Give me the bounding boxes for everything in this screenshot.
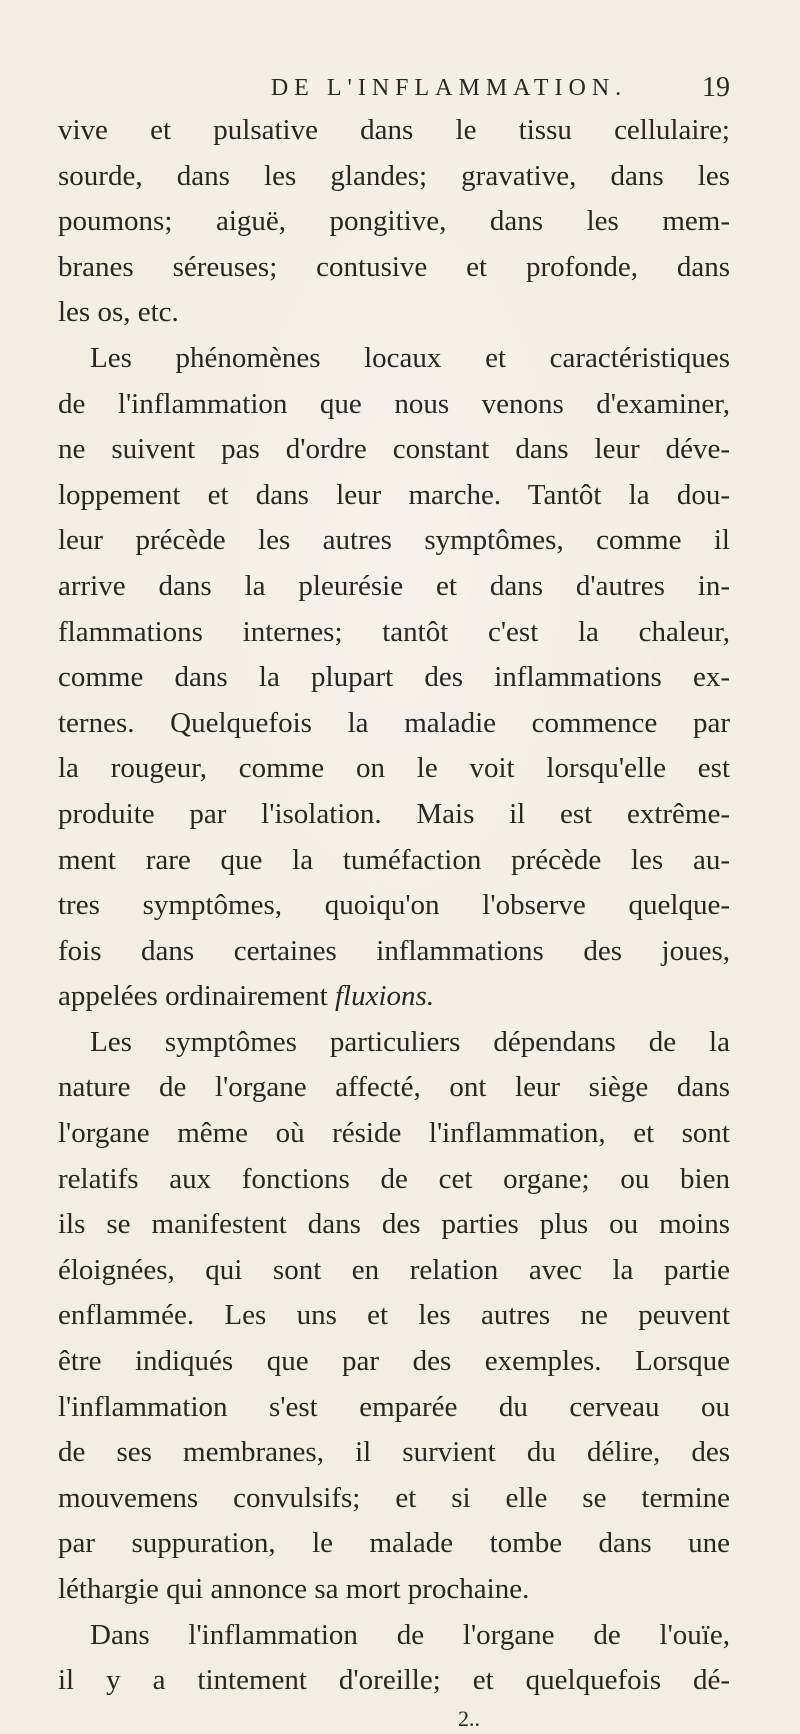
line-text: nature de l'organe affecté, ont leur siège dans bbox=[58, 1071, 730, 1104]
text-line bbox=[58, 610, 730, 656]
line-text: sourde, dans les glandes; gravative, dans les bbox=[58, 159, 730, 192]
line-text: fois dans certaines inflammations des joues, bbox=[58, 934, 730, 967]
text-line bbox=[58, 1658, 730, 1704]
text-line bbox=[58, 245, 730, 291]
text-line bbox=[58, 382, 730, 428]
line-text: Dans l'inflammation de l'organe de l'ouïe, bbox=[90, 1618, 730, 1651]
text-line bbox=[58, 564, 730, 610]
line-text: flammations internes; tantôt c'est la chaleur, bbox=[58, 615, 730, 648]
line-text: relatifs aux fonctions de cet organe; ou bien bbox=[58, 1162, 730, 1195]
text-line bbox=[58, 1521, 730, 1567]
text-line bbox=[58, 199, 730, 245]
text-line bbox=[58, 1065, 730, 1111]
line-text: Les phénomènes locaux et caractéristiques bbox=[90, 341, 730, 374]
text-line bbox=[58, 427, 730, 473]
text-line bbox=[58, 154, 730, 200]
line-text: loppement et dans leur marche. Tantôt la dou- bbox=[58, 478, 730, 511]
italic-term: fluxions. bbox=[335, 980, 435, 1013]
text-line bbox=[58, 1567, 730, 1613]
text-line bbox=[58, 1157, 730, 1203]
line-text: de l'inflammation que nous venons d'examiner, bbox=[58, 387, 730, 420]
line-text: Les symptômes particuliers dépendans de la bbox=[90, 1025, 730, 1058]
line-text: comme dans la plupart des inflammations ex- bbox=[58, 661, 730, 694]
line-text: tres symptômes, quoiqu'on l'observe quelque- bbox=[58, 889, 730, 922]
running-title: DE L'INFLAMMATION. bbox=[270, 75, 628, 101]
text-line bbox=[58, 290, 730, 336]
page-number: 19 bbox=[702, 72, 730, 103]
text-line bbox=[58, 518, 730, 564]
text-line bbox=[58, 1293, 730, 1339]
line-text: l'organe même où réside l'inflammation, et sont bbox=[58, 1117, 730, 1150]
text-line bbox=[58, 336, 730, 382]
line-text: ment rare que la tuméfaction précède les au- bbox=[58, 843, 730, 876]
line-text: produite par l'isolation. Mais il est extrême- bbox=[58, 797, 730, 830]
line-text: il y a tintement d'oreille; et quelquefois dé- bbox=[58, 1664, 730, 1697]
text-line bbox=[58, 746, 730, 792]
text-line bbox=[58, 929, 730, 975]
line-text: vive et pulsative dans le tissu cellulaire; bbox=[58, 114, 730, 146]
line-text: ne suivent pas d'ordre constant dans leur déve- bbox=[58, 433, 730, 466]
line-text: ternes. Quelquefois la maladie commence par bbox=[58, 706, 730, 739]
line-text: éloignées, qui sont en relation avec la partie bbox=[58, 1253, 730, 1286]
line-text: appelées ordinairement bbox=[58, 980, 335, 1013]
line-text: par suppuration, le malade tombe dans une bbox=[58, 1527, 730, 1560]
text-line bbox=[58, 883, 730, 929]
text-line bbox=[58, 655, 730, 701]
text-line bbox=[58, 1020, 730, 1066]
line-text: branes séreuses; contusive et profonde, dans bbox=[58, 250, 730, 283]
line-text: de ses membranes, il survient du délire, des bbox=[58, 1436, 730, 1469]
line-text: ils se manifestent dans des parties plus ou moins bbox=[58, 1208, 730, 1241]
text-line bbox=[58, 1430, 730, 1476]
running-head bbox=[58, 68, 730, 108]
signature-mark: 2.. bbox=[458, 1705, 480, 1731]
text-line bbox=[58, 792, 730, 838]
line-text: arrive dans la pleurésie et dans d'autres in- bbox=[58, 569, 730, 602]
line-text: enflammée. Les uns et les autres ne peuvent bbox=[58, 1299, 730, 1332]
text-line bbox=[58, 974, 730, 1020]
line-text: léthargie qui annonce sa mort prochaine. bbox=[58, 1573, 530, 1605]
line-text: leur précède les autres symptômes, comme il bbox=[58, 524, 730, 557]
line-text: être indiqués que par des exemples. Lorsque bbox=[58, 1345, 730, 1378]
text-line bbox=[58, 473, 730, 519]
text-line bbox=[58, 701, 730, 747]
body-text bbox=[58, 108, 730, 1704]
text-line bbox=[58, 108, 730, 154]
line-text: les os, etc. bbox=[58, 296, 179, 329]
text-line bbox=[58, 1476, 730, 1522]
line-text: poumons; aiguë, pongitive, dans les mem- bbox=[58, 205, 730, 238]
text-line bbox=[58, 1202, 730, 1248]
line-text: la rougeur, comme on le voit lorsqu'elle est bbox=[58, 752, 730, 785]
text-line bbox=[58, 1385, 730, 1431]
text-line bbox=[58, 1111, 730, 1157]
text-line bbox=[58, 1248, 730, 1294]
line-text: mouvemens convulsifs; et si elle se termine bbox=[58, 1481, 730, 1514]
text-line bbox=[58, 1339, 730, 1385]
text-line bbox=[58, 838, 730, 884]
text-line bbox=[58, 1613, 730, 1659]
line-text: l'inflammation s'est emparée du cerveau ou bbox=[58, 1390, 730, 1423]
